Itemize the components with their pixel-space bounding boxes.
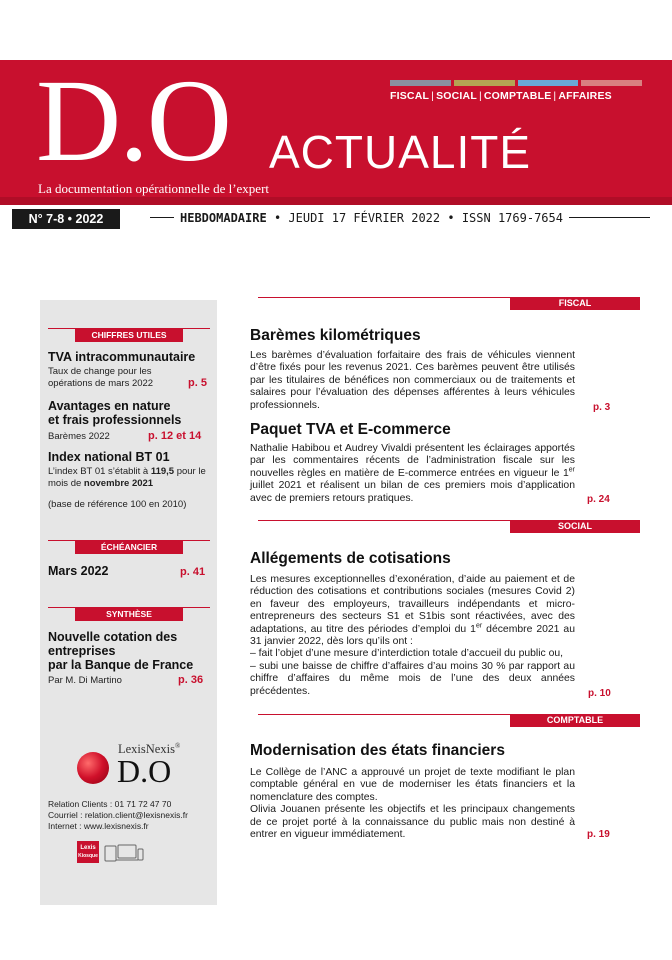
avantages-page[interactable]: p. 12 et 14 — [148, 430, 202, 442]
section-tab-fiscal: FISCAL — [510, 297, 640, 310]
article-page-allegements[interactable]: p. 10 — [588, 688, 611, 699]
category-sep: | — [431, 90, 435, 102]
contact-phone: Relation Clients : 01 71 72 47 70 — [48, 799, 172, 809]
index-value: 119,5 — [150, 466, 175, 477]
article-body-tva — [250, 443, 575, 505]
category-swatches — [390, 80, 642, 86]
devices-icon — [104, 843, 144, 863]
article-body-baremes: Les barèmes d’évaluation forfaitaire des frais de véhicules viennent d’être fixés pour les revenus 2021. Ces barèmes peuvent être utilisés par les titulaires de bénéfices non commerciaux ou de traitements et salaires pour l’évaluation des dépenses afférentes à leurs véhicules professionnels. — [250, 350, 575, 411]
issue-number: N° 7-8 • 2022 — [12, 209, 120, 229]
avantages-title-2: et frais professionnels — [48, 413, 182, 427]
index-title: Index national BT 01 — [48, 450, 170, 464]
synthese-title-1: Nouvelle cotation des — [48, 630, 178, 644]
avantages-title-1: Avantages en nature — [48, 399, 171, 413]
lexisnexis-do: D.O — [117, 753, 172, 789]
issue-date: JEUDI 17 FÉVRIER 2022 — [288, 211, 441, 225]
sidebar-heading-synthese — [48, 607, 210, 624]
article-page-tva[interactable]: p. 24 — [587, 494, 610, 505]
lexis-kiosque-icon — [77, 841, 99, 863]
index-text-2: pour le mois de — [48, 466, 206, 489]
body-part: Nathalie Habibou et Audrey Vivaldi présentent les éclairages apportés par les commentaires récents de l’administration fiscale sur les nouvelles règles en matière de E-commerce entrées en vigueur le 1 — [250, 443, 575, 479]
heading-label: ÉCHÉANCIER — [75, 540, 183, 554]
heading-label: SYNTHÈSE — [75, 607, 183, 621]
swatch-fiscal — [390, 80, 451, 86]
swatch-social — [454, 80, 515, 86]
heading-label: CHIFFRES UTILES — [75, 328, 183, 342]
issue-info — [174, 210, 569, 227]
article-page-baremes[interactable]: p. 3 — [593, 402, 611, 413]
category-affaires: AFFAIRES — [558, 90, 612, 102]
synthese-title-2: entreprises — [48, 644, 116, 658]
category-comptable: COMPTABLE — [483, 90, 552, 102]
category-fiscal: FISCAL — [390, 90, 430, 102]
index-month: novembre 2021 — [83, 478, 154, 489]
echeancier-title: Mars 2022 — [48, 564, 109, 578]
sidebar — [40, 300, 217, 905]
synthese-page[interactable]: p. 36 — [178, 674, 204, 686]
article-title-tva: Paquet TVA et E-commerce — [250, 421, 451, 438]
tva-page[interactable]: p. 5 — [188, 377, 207, 389]
category-sep: | — [553, 90, 557, 102]
section-tab-comptable: COMPTABLE — [510, 714, 640, 727]
article-body-modernisation — [250, 767, 575, 841]
publisher-name: LexisNexis — [118, 742, 175, 756]
superscript: er — [475, 622, 483, 630]
category-sep: | — [478, 90, 482, 102]
tva-text: Taux de change pour les opérations de mars 2022 — [48, 366, 154, 389]
lexisnexis-globe-icon — [77, 752, 109, 784]
index-text — [48, 466, 208, 490]
sidebar-heading-echeancier — [48, 540, 210, 557]
superscript: er — [568, 466, 575, 474]
swatch-affaires — [581, 80, 642, 86]
article-title-modernisation: Modernisation des états financiers — [250, 742, 505, 759]
body-part: juillet 2021 et réalisent un bilan de ces premiers mois d’application avec de premiers retours pratiques. — [250, 480, 575, 504]
avantages-text: Barèmes 2022 — [48, 431, 110, 442]
contact-email[interactable]: Courriel : relation.client@lexisnexis.fr — [48, 810, 188, 820]
index-note: (base de référence 100 en 2010) — [48, 499, 187, 510]
article-body-allegements — [250, 574, 575, 698]
body-part: décembre 2021 au 31 janvier 2022, dès lors qu’ils ont : — [250, 623, 575, 648]
article-page-modernisation[interactable]: p. 19 — [587, 829, 610, 840]
issn: ISSN 1769-7654 — [461, 211, 563, 225]
paragraph: Le Collège de l’ANC a approuvé un projet de texte modifiant le plan comptable général en vue de moderniser les états financiers et la nomenclature des comptes. — [250, 767, 575, 803]
paragraph: Olivia Jouanen présente les objectifs et les principaux changements de ce projet porté à la connaissance du public mais non destiné à entrer en vigueur immédiatement. — [250, 804, 575, 841]
synthese-title-3: par la Banque de France — [48, 658, 194, 672]
category-social: SOCIAL — [436, 90, 477, 102]
kiosk-label-2: Kiosque — [78, 853, 98, 859]
registered-mark: ® — [174, 741, 181, 750]
section-tab-social: SOCIAL — [510, 520, 640, 533]
index-text-1: L’index BT 01 s’établit à — [48, 466, 151, 477]
synthese-author: Par M. Di Martino — [48, 675, 122, 686]
tagline: La documentation opérationnelle de l’expert — [38, 181, 270, 196]
kiosk-label-1: Lexis — [80, 845, 96, 851]
logo-actualite: ACTUALITÉ — [269, 126, 532, 178]
article-title-baremes: Barèmes kilométriques — [250, 327, 421, 344]
paragraph — [250, 574, 575, 648]
bullet: • — [273, 211, 282, 225]
list-item: – fait l’objet d’une mesure d’interdiction totale d’accueil du public ou, — [250, 648, 564, 660]
bullet: • — [447, 211, 455, 225]
lexisnexis-logo — [73, 740, 193, 790]
swatch-comptable — [518, 80, 579, 86]
logo-do: D.O — [36, 55, 230, 186]
body-part: Les mesures exceptionnelles d’exonération, d’aide au paiement et de réduction des cotisations et contributions sociales (mesures Covid 2) en faveur des employeurs, travailleurs indépendants et micro-entrepreneurs des secteurs S1 et S1bis sont réactivées, avec des adaptations, au titre des périodes d’emploi du 1 — [250, 574, 575, 635]
sidebar-heading-chiffres — [48, 328, 210, 345]
article-title-allegements: Allégements de cotisations — [250, 550, 451, 567]
category-labels — [390, 90, 650, 102]
tva-title: TVA intracommunautaire — [48, 350, 196, 364]
frequency: HEBDOMADAIRE — [180, 211, 267, 225]
echeancier-page[interactable]: p. 41 — [180, 566, 206, 578]
list-item: – subi une baisse de chiffre d’affaires d’au moins 30 % par rapport au chiffre d’affaires du même mois de l’une des deux années précédentes. — [250, 660, 575, 697]
issue-bar — [0, 207, 672, 231]
contact-website[interactable]: Internet : www.lexisnexis.fr — [48, 821, 149, 831]
